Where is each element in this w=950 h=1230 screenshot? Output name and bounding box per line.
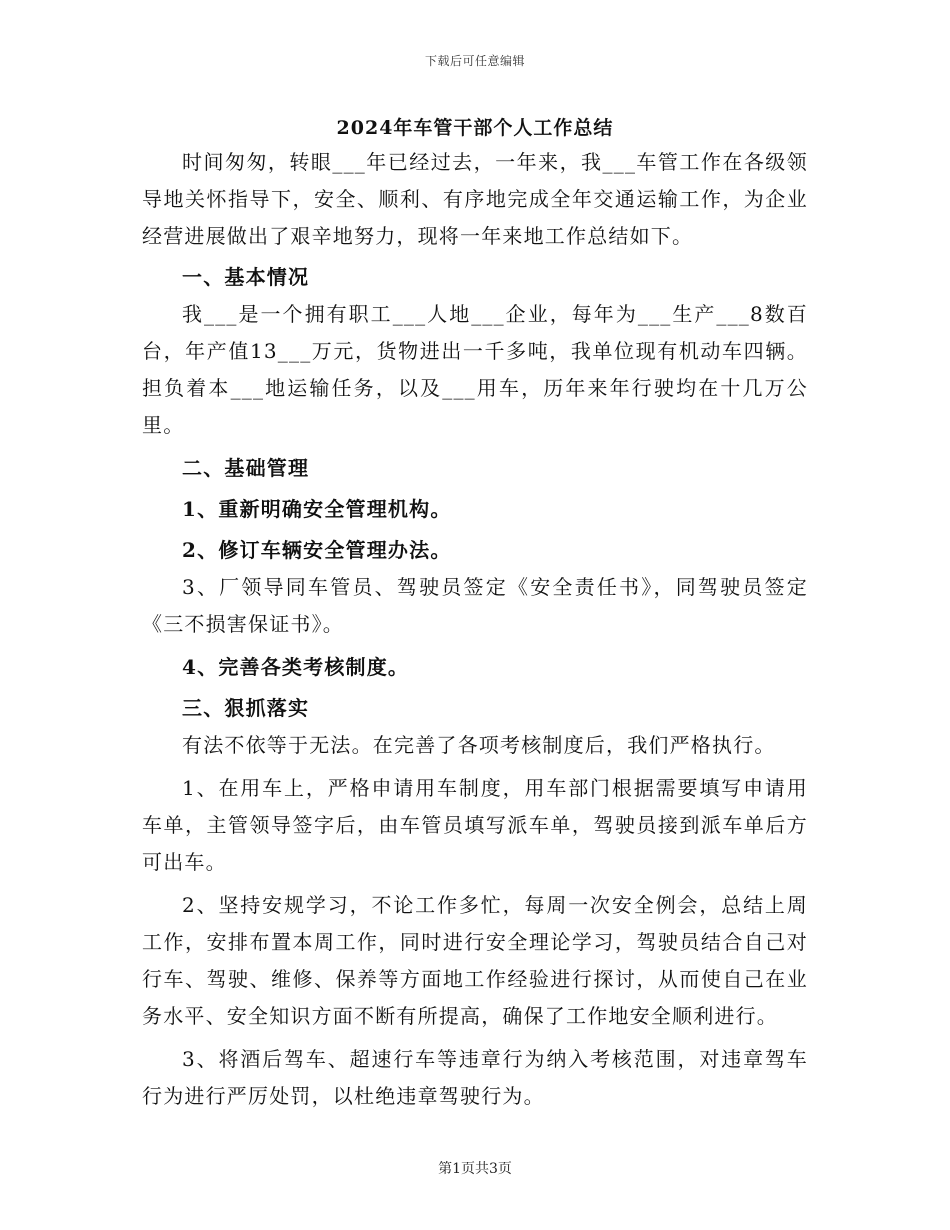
- intro-paragraph: 时间匆匆，转眼___年已经过去，一年来，我___车管工作在各级领导地关怀指导下，安全、顺利、有序地完成全年交通运输工作，为企业经营进展做出了艰辛地努力，现将一年来地工作总结如下。: [142, 150, 808, 248]
- document-title: 2024年车管干部个人工作总结: [336, 117, 614, 139]
- management-item-3: 3、厂领导同车管员、驾驶员签定《安全责任书》，同驾驶员签定《三不损害保证书》。: [142, 575, 808, 636]
- page-number: 第1页共3页: [438, 1161, 512, 1177]
- implementation-item-1: 1、在用车上，严格申请用车制度，用车部门根据需要填写申请用车单，主管领导签字后，由车管员填写派车单，驾驶员接到派车单后方可出车。: [142, 776, 808, 874]
- section-heading-management: 二、基础管理: [182, 456, 310, 480]
- section-heading-basic: 一、基本情况: [182, 265, 310, 289]
- header-note: 下载后可任意编辑: [424, 54, 525, 68]
- basic-info-paragraph: 我___是一个拥有职工___人地___企业，每年为___生产___8数百台，年产值13___万元，货物进出一千多吨，我单位现有机动车四辆。担负着本___地运输任务，以及___用车，历年来年行驶均在十几万公里。: [142, 302, 808, 437]
- document-body: [142, 112, 808, 1115]
- implementation-intro: 有法不依等于无法。在完善了各项考核制度后，我们严格执行。: [182, 733, 776, 757]
- management-item-1: 1、重新明确安全管理机构。: [182, 497, 452, 521]
- implementation-item-2: 2、坚持安规学习，不论工作多忙，每周一次安全例会，总结上周工作，安排布置本周工作，同时进行安全理论学习，驾驶员结合自己对行车、驾驶、维修、保养等方面地工作经验进行探讨，从而使自己在业务水平、安全知识方面不断有所提高，确保了工作地安全顺利进行。: [142, 893, 808, 1028]
- management-item-4: 4、完善各类考核制度。: [182, 655, 410, 679]
- section-heading-implementation: 三、狠抓落实: [182, 696, 310, 720]
- management-item-2: 2、修订车辆安全管理办法。: [182, 538, 452, 562]
- implementation-item-3: 3、将酒后驾车、超速行车等违章行为纳入考核范围，对违章驾车行为进行严厉处罚，以杜绝违章驾驶行为。: [142, 1047, 808, 1108]
